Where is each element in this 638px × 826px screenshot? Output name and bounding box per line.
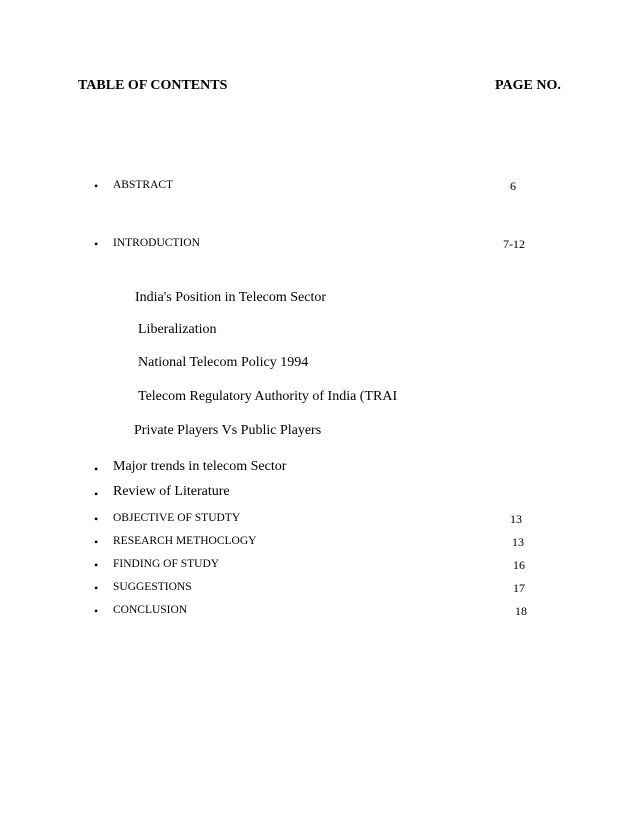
bullet-icon: • bbox=[94, 558, 99, 572]
bullet-icon: • bbox=[94, 487, 99, 501]
bullet-icon: • bbox=[94, 179, 99, 193]
bullet-icon: • bbox=[94, 581, 99, 595]
subtopic-item: India's Position in Telecom Sector bbox=[135, 290, 327, 305]
toc-entry-trends: Major trends in telecom Sector bbox=[113, 459, 287, 474]
toc-page-conclusion: 18 bbox=[515, 604, 527, 618]
toc-page-finding: 16 bbox=[513, 558, 525, 572]
toc-page-abstract: 6 bbox=[510, 179, 516, 193]
subtopic-item: National Telecom Policy 1994 bbox=[138, 355, 309, 370]
bullet-icon: • bbox=[94, 237, 99, 251]
bullet-icon: • bbox=[94, 512, 99, 526]
page-number-header: PAGE NO. bbox=[495, 78, 561, 93]
subtopic-item: Private Players Vs Public Players bbox=[134, 423, 322, 438]
toc-page-objective: 13 bbox=[510, 512, 522, 526]
bullet-icon: • bbox=[94, 535, 99, 549]
toc-entry-objective: OBJECTIVE OF STUDTY bbox=[113, 512, 241, 524]
toc-page-introduction: 7-12 bbox=[503, 237, 525, 251]
subtopic-item: Liberalization bbox=[138, 322, 217, 337]
toc-entry-research: RESEARCH METHOCLOGY bbox=[113, 535, 257, 547]
toc-entry-abstract: ABSTRACT bbox=[113, 179, 174, 191]
toc-page-suggestions: 17 bbox=[513, 581, 525, 595]
toc-entry-conclusion: CONCLUSION bbox=[113, 604, 188, 616]
toc-entry-finding: FINDING OF STUDY bbox=[113, 558, 220, 570]
toc-entry-literature: Review of Literature bbox=[113, 484, 230, 499]
bullet-icon: • bbox=[94, 604, 99, 618]
toc-entry-introduction: INTRODUCTION bbox=[113, 237, 200, 249]
toc-entry-suggestions: SUGGESTIONS bbox=[113, 581, 192, 593]
bullet-icon: • bbox=[94, 462, 99, 476]
toc-page-research: 13 bbox=[512, 535, 524, 549]
subtopic-item: Telecom Regulatory Authority of India (TRAI bbox=[138, 389, 398, 404]
toc-title: TABLE OF CONTENTS bbox=[78, 78, 228, 93]
